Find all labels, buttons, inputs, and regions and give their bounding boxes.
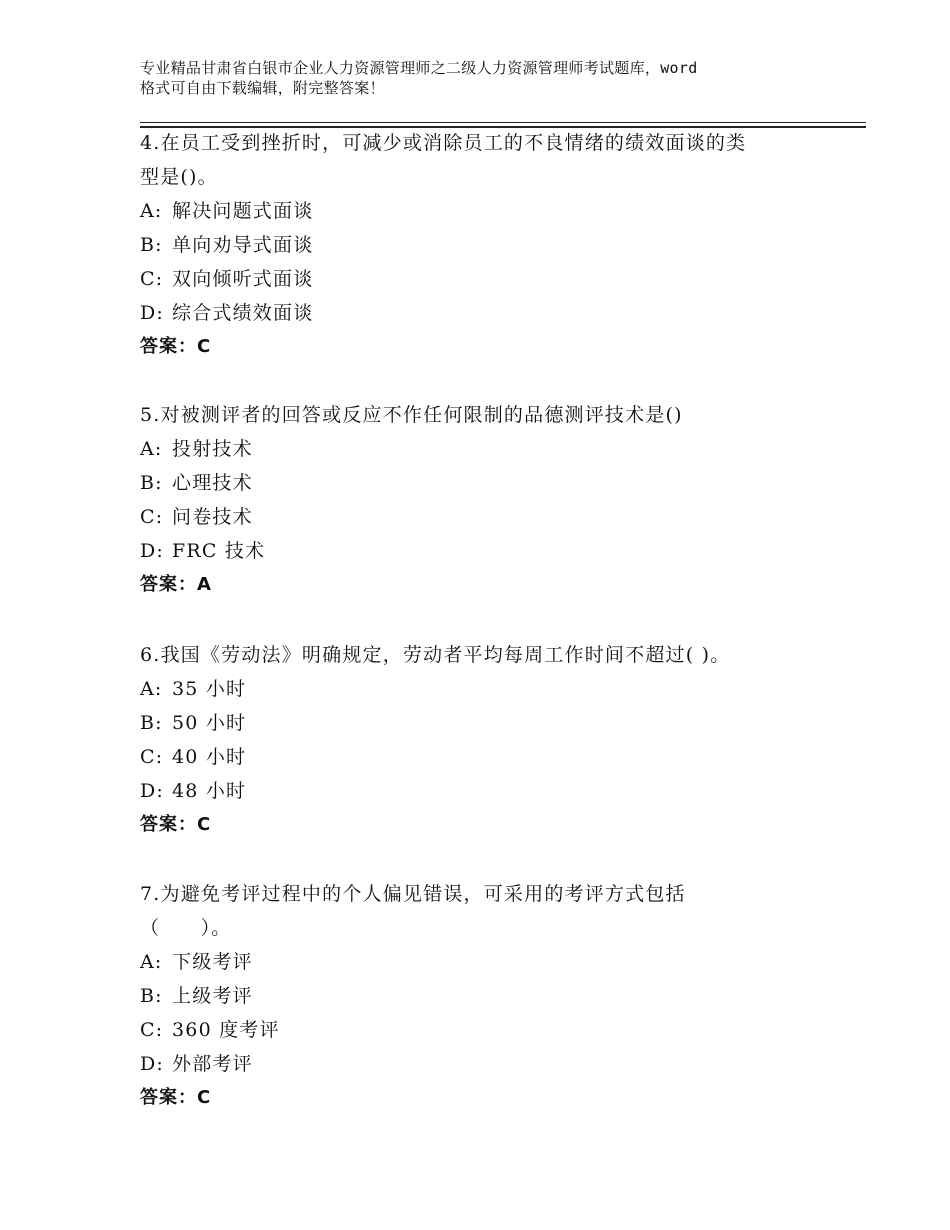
option-text: 40 小时: [172, 746, 247, 768]
option-c: [140, 1013, 820, 1047]
option-letter: B:: [140, 712, 163, 734]
option-b: [140, 466, 820, 500]
option-text: 48 小时: [172, 780, 247, 802]
question-stem-line-2: 型是()。: [140, 166, 218, 188]
answer-label: 答案：C: [140, 814, 212, 835]
question-4: [140, 126, 820, 364]
option-text: 外部考评: [172, 1053, 253, 1075]
option-letter: C:: [140, 506, 164, 528]
answer-label: 答案：C: [140, 336, 212, 357]
option-d: [140, 1047, 820, 1081]
question-stem-line-1: 5.对被测评者的回答或反应不作任何限制的品德测评技术是(): [140, 404, 683, 426]
option-c: [140, 262, 820, 296]
option-text: 问卷技术: [172, 506, 253, 528]
option-letter: B:: [140, 985, 163, 1007]
option-letter: A:: [140, 438, 163, 460]
option-a: [140, 945, 820, 979]
option-text: 50 小时: [172, 712, 247, 734]
option-d: [140, 296, 820, 330]
question-stem-line-2: （ ）。: [140, 917, 232, 939]
question-7: [140, 877, 820, 1115]
option-letter: C:: [140, 1019, 164, 1041]
answer-label: 答案：A: [140, 574, 212, 595]
option-a: [140, 672, 820, 706]
header-line-1: 专业精品甘肃省白银市企业人力资源管理师之二级人力资源管理师考试题库，word: [140, 59, 698, 77]
option-c: [140, 500, 820, 534]
option-text: 综合式绩效面谈: [172, 302, 314, 324]
question-6: [140, 638, 820, 842]
question-stem-line-1: 6.我国《劳动法》明确规定，劳动者平均每周工作时间不超过( )。: [140, 644, 731, 666]
option-text: 解决问题式面谈: [172, 200, 314, 222]
option-letter: A:: [140, 951, 163, 973]
option-a: [140, 194, 820, 228]
option-letter: A:: [140, 200, 163, 222]
option-letter: B:: [140, 234, 163, 256]
option-text: 投射技术: [172, 438, 253, 460]
question-stem-line-1: 7.为避免考评过程中的个人偏见错误，可采用的考评方式包括: [140, 883, 686, 905]
option-a: [140, 432, 820, 466]
option-text: 360 度考评: [172, 1019, 280, 1041]
option-text: 35 小时: [172, 678, 247, 700]
option-letter: C:: [140, 268, 164, 290]
option-d: [140, 774, 820, 808]
option-letter: D:: [140, 780, 165, 802]
answer-label: 答案：C: [140, 1087, 212, 1108]
option-b: [140, 228, 820, 262]
option-b: [140, 706, 820, 740]
option-letter: A:: [140, 678, 163, 700]
option-letter: B:: [140, 472, 163, 494]
option-c: [140, 740, 820, 774]
option-text: 心理技术: [172, 472, 253, 494]
option-text: 上级考评: [172, 985, 253, 1007]
option-letter: D:: [140, 302, 165, 324]
option-text: FRC 技术: [172, 540, 266, 562]
option-text: 单向劝导式面谈: [172, 234, 314, 256]
option-text: 双向倾听式面谈: [172, 268, 314, 290]
header-divider-thin: [140, 122, 866, 123]
option-letter: D:: [140, 540, 165, 562]
question-stem-line-1: 4.在员工受到挫折时，可减少或消除员工的不良情绪的绩效面谈的类: [140, 132, 747, 154]
option-d: [140, 534, 820, 568]
option-b: [140, 979, 820, 1013]
header-line-2: 格式可自由下载编辑，附完整答案！: [140, 79, 385, 97]
question-5: [140, 398, 820, 602]
option-letter: C:: [140, 746, 164, 768]
option-text: 下级考评: [172, 951, 253, 973]
document-header: [140, 58, 840, 98]
option-letter: D:: [140, 1053, 165, 1075]
